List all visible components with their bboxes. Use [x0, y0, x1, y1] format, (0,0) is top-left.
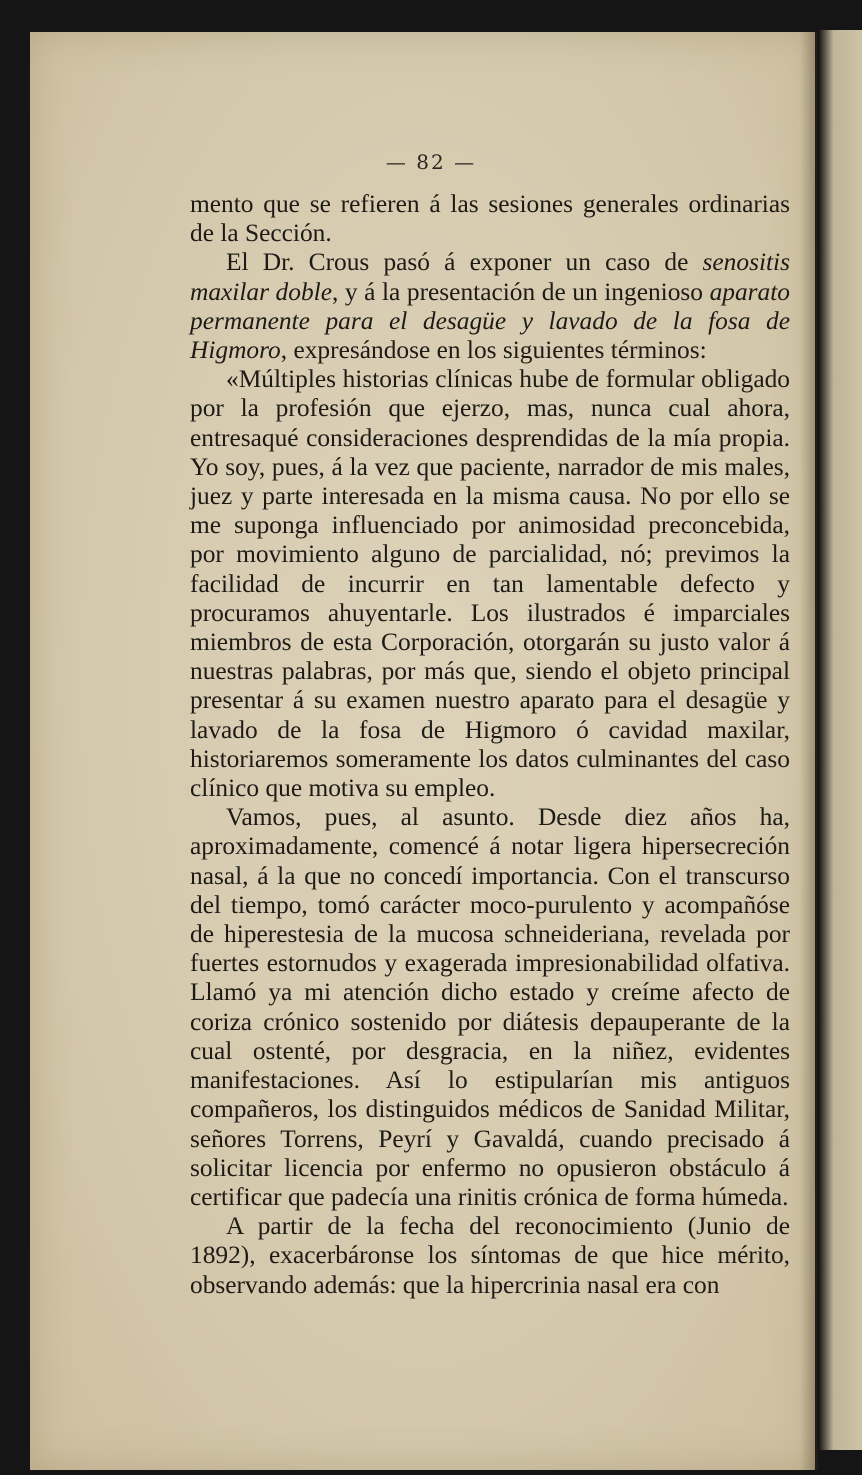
paragraph	[190, 190, 790, 248]
adjacent-page-edge	[818, 30, 862, 1450]
text-run: Vamos, pues, al asunto. Desde diez años ha, aproximadamente, comencé á notar ligera hipersecreción nasal, á la que no concedí importancia. Con el transcurso del tiempo, tomó carácter moco-purulento y acompañóse de hiperestesia de la mucosa schneideriana, revelada por fuertes estornudos y exagerada impresionabilidad olfativa. Llamó ya mi atención dicho estado y creíme afecto de coriza crónico sostenido por diátesis depauperante de la cual ostenté, por desgracia, en la niñez, evidentes manifestaciones. Así lo estipularían mis antiguos compañeros, los distinguidos médicos de Sanidad Militar, señores Torrens, Peyrí y Gavaldá, cuando precisado á solicitar licencia por enfermo no opusieron obstáculo á certificar que padecía una rinitis crónica de forma húmeda.	[190, 803, 790, 1211]
spine-shadow	[800, 32, 818, 1470]
paragraph	[190, 365, 790, 803]
paragraph	[190, 803, 790, 1212]
text-run: A partir de la fecha del reconocimiento (Junio de 1892), exacerbáronse los síntomas de que hice mérito, observando además: que la hipercrinia nasal era con	[190, 1212, 790, 1299]
italic-run: aparato permanente para el desagüe y lavado de la fosa de Higmoro	[190, 277, 790, 365]
paragraph	[190, 1212, 790, 1300]
text-run: , expresándose en los siguientes términos:	[280, 336, 707, 365]
page-number: — 82 —	[385, 150, 477, 174]
text-run: El Dr. Crous pasó á exponer un caso de	[226, 248, 703, 277]
text-run: «Múltiples historias clínicas hube de formular obligado por la profesión que ejerzo, mas, nunca cual ahora, entresaqué consideraciones desprendidas de la mía propia. Yo soy, pues, á la vez que paciente, narrador de mis males, juez y parte interesada en la misma causa. No por ello se me suponga influenciado por animosidad preconcebida, por movimiento alguno de parcialidad, nó; previmos la facilidad de incurrir en tan lamentable defecto y procuramos ahuyentarle. Los ilustrados é imparciales miembros de esta Corporación, otorgarán su justo valor á nuestras palabras, por más que, siendo el objeto principal presentar á su examen nuestro aparato para el desagüe y lavado de la fosa de Higmoro ó cavidad maxilar, historiaremos someramente los datos culminantes del caso clínico que motiva su empleo.	[190, 365, 790, 803]
text-run: , y á la presentación de un ingenioso	[331, 277, 710, 306]
italic-run: senositis maxilar doble	[190, 248, 790, 306]
paragraph	[190, 248, 790, 365]
body-text	[190, 190, 790, 1300]
text-run: mento que se refieren á las sesiones generales ordinarias de la Sección.	[190, 190, 790, 248]
